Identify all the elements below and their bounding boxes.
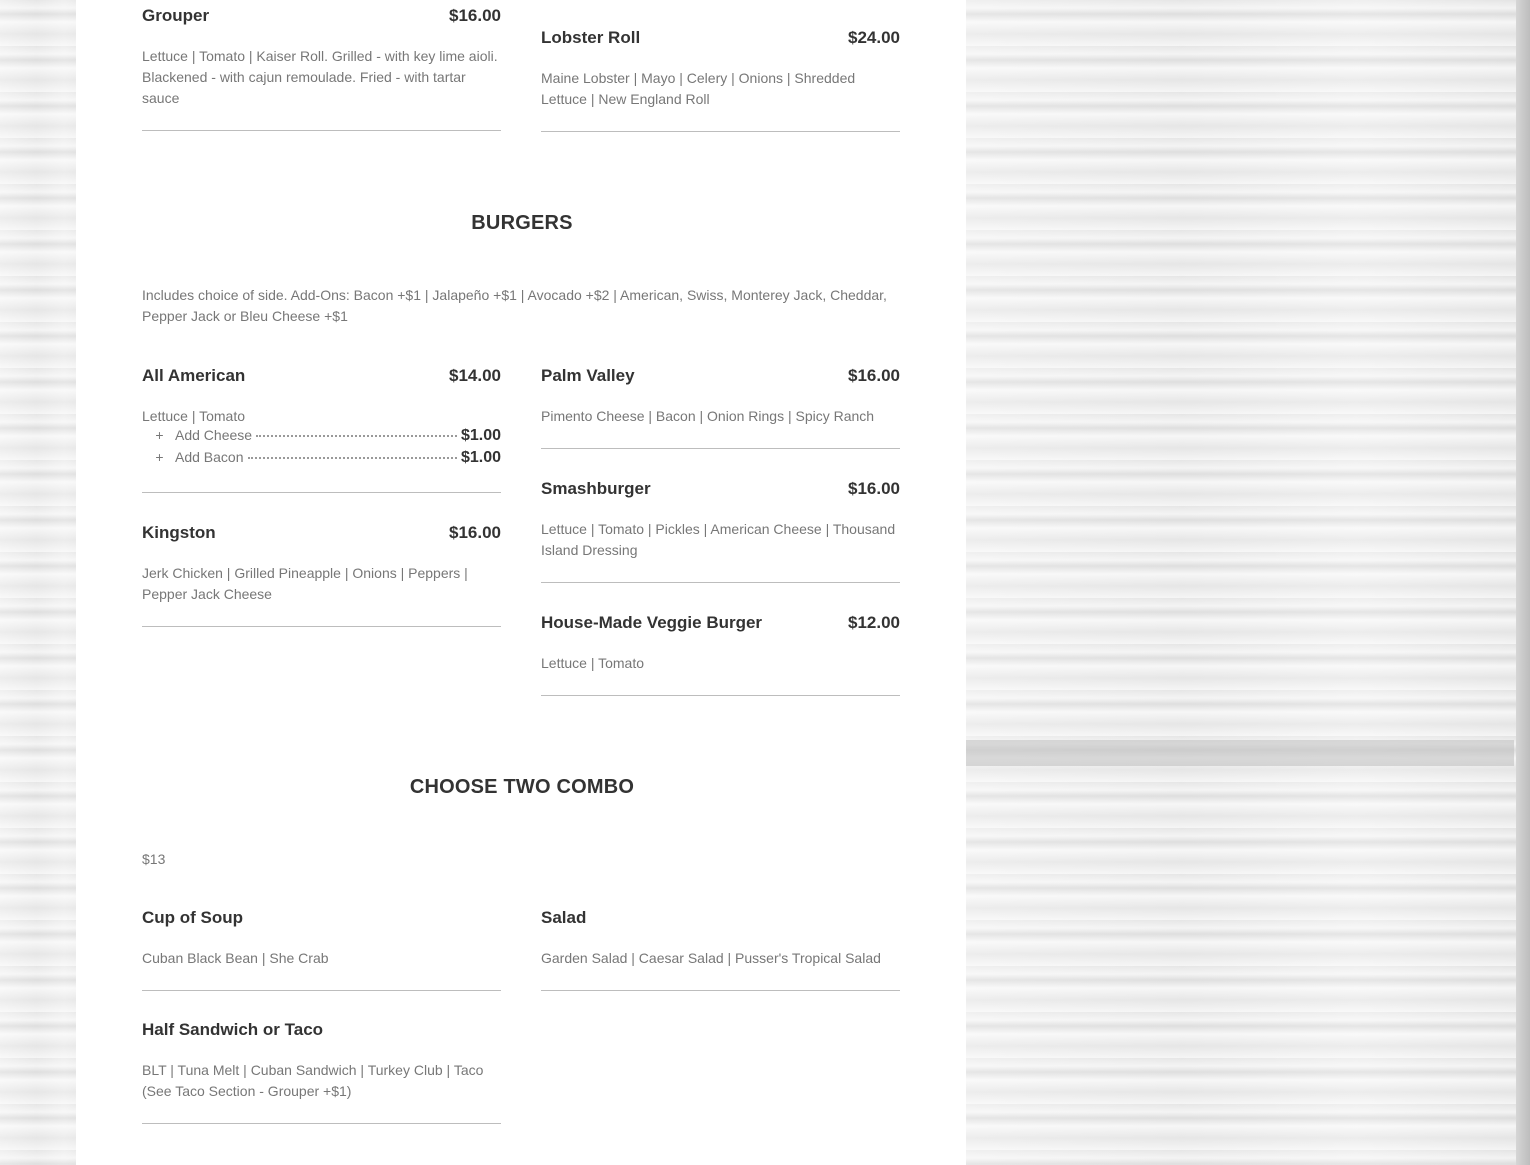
menu-item-header [142,366,501,386]
menu-item-half-sandwich-or-taco[interactable] [142,1020,501,1124]
menu-item-name: Lobster Roll [541,28,641,47]
menu-item-name: House-Made Veggie Burger [541,613,763,632]
wood-background-right [950,0,1530,1165]
addon-price: $1.00 [460,449,501,466]
menu-item-price: $16.00 [848,479,900,498]
menu-item-name: Salad [541,908,587,927]
menu-item-header [541,28,900,48]
menu-item-name: Palm Valley [541,366,635,385]
addon-add-bacon[interactable] [142,449,501,471]
menu-item-smashburger[interactable] [541,479,900,583]
menu-item-name: Half Sandwich or Taco [142,1020,324,1039]
menu-item-name: All American [142,366,246,385]
section-title-combo: CHOOSE TWO COMBO [409,776,635,798]
menu-item-description: Cuban Black Bean | She Crab [142,950,329,966]
menu-item-veggie-burger[interactable] [541,613,900,696]
menu-item-description: Lettuce | Tomato | Kaiser Roll. Grilled - with key lime aioli. Blackened - with cajun remoulade. Fried - with tartar sauce [142,48,498,106]
menu-item-description: Maine Lobster | Mayo | Celery | Onions | Shredded Lettuce | New England Roll [541,70,856,107]
menu-item-cup-of-soup[interactable] [142,908,501,991]
menu-item-header [541,366,900,386]
menu-item-description: Lettuce | Tomato [541,655,644,671]
dot-leader [256,435,457,437]
menu-item-header [541,908,900,928]
menu-item-header [541,613,900,633]
menu-item-all-american[interactable] [142,366,501,493]
menu-item-name: Smashburger [541,479,651,498]
menu-item-price: $14.00 [449,366,501,385]
menu-item-header [142,523,501,543]
menu-item-description: BLT | Tuna Melt | Cuban Sandwich | Turkey Club | Taco (See Taco Section - Grouper +$1) [142,1062,484,1099]
addon-label: Add Cheese [175,427,253,443]
menu-item-price: $16.00 [848,366,900,385]
menu-item-header [142,6,501,26]
menu-item-name: Kingston [142,523,216,542]
menu-item-price: $16.00 [449,6,501,25]
scrollbar-track[interactable] [1516,0,1530,1165]
menu-item-price: $16.00 [449,523,501,542]
menu-item-price: $24.00 [848,28,900,47]
section-note-combo: $13 [142,851,166,867]
addon-add-cheese[interactable] [142,427,501,449]
menu-item-grouper[interactable] [142,6,501,131]
menu-item-header [142,908,501,928]
menu-item-price: $12.00 [848,613,900,632]
menu-item-description: Jerk Chicken | Grilled Pineapple | Onions | Peppers | Pepper Jack Cheese [142,565,468,602]
wood-plank-shadow [966,740,1514,766]
menu-item-description: Lettuce | Tomato [142,408,245,424]
menu-item-description: Garden Salad | Caesar Salad | Pusser's Tropical Salad [541,950,881,966]
section-title-burgers: BURGERS [471,212,573,234]
addon-label: Add Bacon [175,449,244,465]
addon-price: $1.00 [460,427,501,444]
menu-item-salad[interactable] [541,908,900,991]
menu-item-header [541,479,900,499]
menu-item-kingston[interactable] [142,523,501,627]
section-note-burgers: Includes choice of side. Add-Ons: Bacon +$1 | Jalapeño +$1 | Avocado +$2 | American, Swiss, Monterey Jack, Cheddar, Pepper Jack or Bleu Cheese +$1 [142,287,887,324]
plus-icon: + [155,427,164,443]
menu-item-palm-valley[interactable] [541,366,900,449]
menu-item-description: Pimento Cheese | Bacon | Onion Rings | Spicy Ranch [541,408,875,424]
menu-item-name: Cup of Soup [142,908,244,927]
menu-item-lobster-roll[interactable] [541,28,900,132]
menu-item-name: Grouper [142,6,210,25]
menu-item-header [142,1020,501,1040]
dot-leader [248,457,457,459]
menu-item-description: Lettuce | Tomato | Pickles | American Cheese | Thousand Island Dressing [541,521,896,558]
plus-icon: + [155,449,164,465]
